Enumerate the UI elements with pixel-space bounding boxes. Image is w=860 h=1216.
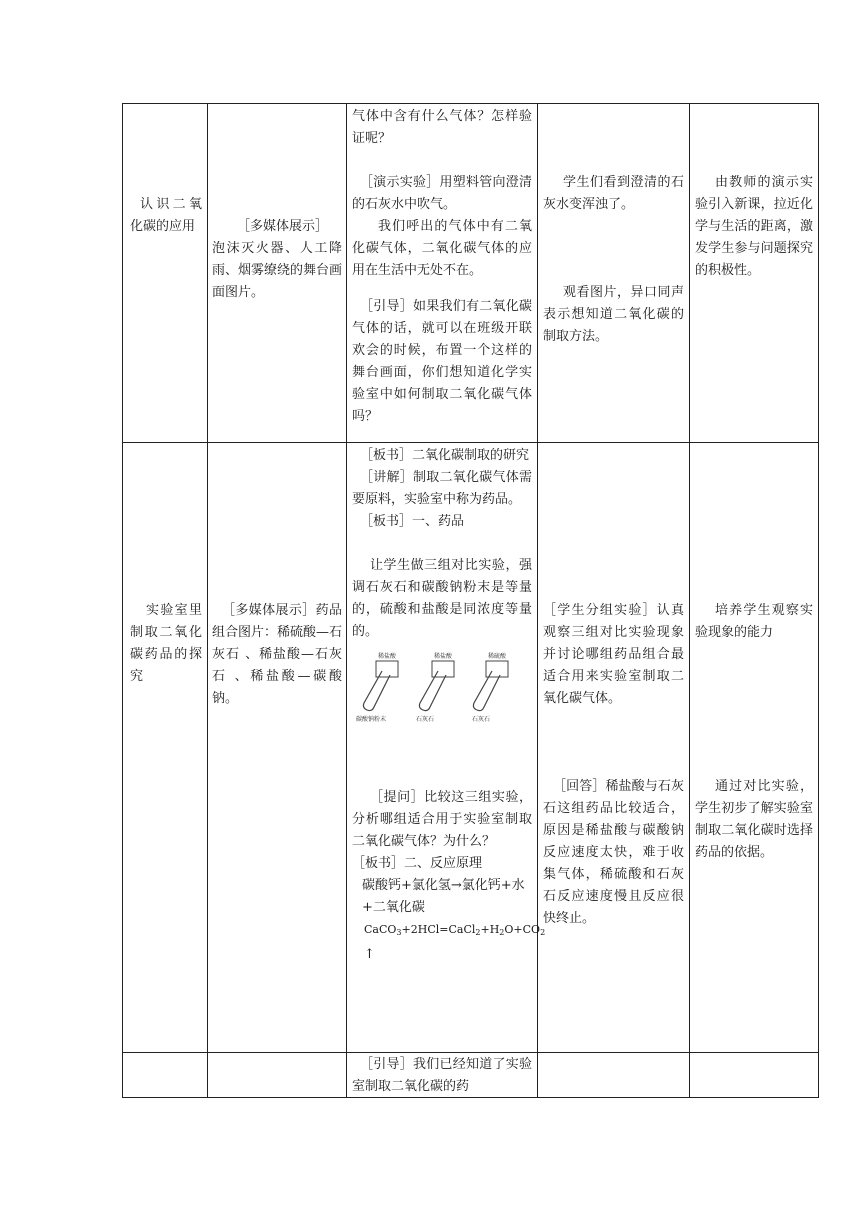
table-border-top	[122, 103, 819, 104]
table-border-right	[818, 103, 819, 1098]
formula-subscript: 2	[475, 928, 481, 937]
solid-label: 石灰石	[472, 716, 491, 723]
teacher-text: 气体中含有什么气体？怎样验证呢？	[352, 109, 532, 146]
row1-media-cell	[212, 216, 342, 304]
media-text: 泡沫灭火器、人工降雨、烟雾缭绕的舞台画面图片。	[212, 241, 343, 300]
intent-text: 培养学生观察实验现象的能力	[695, 603, 813, 640]
lesson-table	[122, 103, 819, 1098]
teacher-text: ［板书］一、药品	[360, 514, 465, 529]
teacher-text: 让学生做三组对比实验，强调石灰石和碳酸钠粉末是等量的，硫酸和盐酸是同浓度等量的。	[352, 558, 532, 639]
formula-subscript: 2	[540, 928, 546, 937]
solid-label: 石灰石	[416, 716, 435, 723]
formula-part: +2HCl=CaCl	[401, 923, 476, 936]
teacher-text: 我们呼出的气体中有二氧化碳气体，二氧化碳气体的应用在生活中无处不在。	[352, 219, 532, 278]
teacher-text: ［提问］比较这三组实验，分析哪组适合用于实验室制取二氧化碳气体？为什么？	[352, 790, 532, 849]
row-divider	[122, 1052, 819, 1053]
teacher-text: ［讲解］制取二氧化碳气体需要原料，实验室中称为药品。	[352, 470, 532, 507]
student-text: 观看图片，异口同声表示想知道二氧化碳的制取方法。	[543, 285, 684, 344]
test-tube-group-3	[472, 652, 508, 723]
test-tube-group-2	[416, 652, 454, 723]
column-divider	[537, 103, 538, 1098]
intent-text: 由教师的演示实验引入新课，拉近化学与生活的距离，激发学生参与问题探究的积极性。	[695, 175, 813, 278]
row2-student-cell	[543, 600, 684, 930]
media-text: ［多媒体展示］药品组合图片：稀硫酸—石灰石 、稀盐酸—石灰石 、稀盐酸—碳酸钠。	[212, 603, 343, 706]
row1-student-cell	[543, 172, 684, 348]
column-divider	[346, 103, 347, 1098]
row2-intent-cell	[695, 600, 813, 864]
formula-subscript: 3	[396, 928, 402, 937]
media-heading: ［多媒体展示］	[237, 219, 329, 234]
row3-teacher-cell	[352, 1054, 532, 1098]
row1-teacher-cell	[352, 106, 532, 428]
formula-subscript: 2	[499, 928, 505, 937]
column-divider	[207, 103, 208, 1098]
acid-label: 稀硫酸	[487, 653, 507, 660]
row1-intent-cell	[695, 172, 813, 282]
teacher-text: 碳酸钙+氯化氢→氯化钙+水+二氧化碳	[362, 878, 525, 915]
row2-stage-cell	[130, 600, 202, 688]
row-divider	[122, 442, 819, 443]
intent-text: 通过对比实验，学生初步了解实验室制取二氧化碳时选择药品的依据。	[695, 779, 813, 860]
formula-part: +H	[480, 923, 500, 936]
teacher-text: ［引导］我们已经知道了实验室制取二氧化碳的药	[352, 1057, 532, 1094]
row2-media-cell	[212, 600, 342, 710]
acid-label: 稀盐酸	[433, 653, 453, 660]
stage-title: 认识二氧化碳的应用	[130, 197, 202, 234]
student-text: ［学生分组实验］认真观察三组对比实验现象并讨论哪组药品组合最适合用来实验室制取二氧化碳气体。	[543, 603, 684, 706]
gas-arrow: ↑	[364, 947, 375, 962]
row2-teacher-cell	[352, 445, 546, 966]
teacher-text: ［板书］二氧化碳制取的研究	[360, 448, 530, 463]
test-tube-group-1	[356, 652, 398, 723]
table-border-left	[122, 103, 123, 1098]
column-divider	[689, 103, 690, 1098]
solid-label: 碳酸钠粉末	[356, 716, 387, 723]
formula-part: O+CO	[504, 923, 541, 936]
student-text: ［回答］稀盐酸与石灰石这组药品比较适合，原因是稀盐酸与碳酸钠反应速度太快，难于收集气体，稀硫酸和石灰石反应速度慢且反应很快终止。	[543, 779, 684, 926]
teacher-text: ［引导］如果我们有二氧化碳气体的话，就可以在班级开联欢会的时候，布置一个这样的舞台画面，你们想知道化学实验室中如何制取二氧化碳气体吗？	[352, 299, 532, 424]
stage-title: 实验室里制取二氧化碳药品的探究	[130, 603, 202, 684]
acid-label: 稀盐酸	[377, 653, 397, 660]
experiment-figure	[352, 651, 532, 725]
formula-part: CaCO	[364, 923, 397, 936]
chemical-equation	[352, 919, 546, 944]
student-text: 学生们看到澄清的石灰水变浑浊了。	[543, 175, 684, 212]
row1-stage-cell	[130, 194, 202, 238]
teacher-text: ［板书］二、反应原理	[352, 856, 483, 871]
teacher-text: ［演示实验］用塑料管向澄清的石灰水中吹气。	[352, 175, 532, 212]
